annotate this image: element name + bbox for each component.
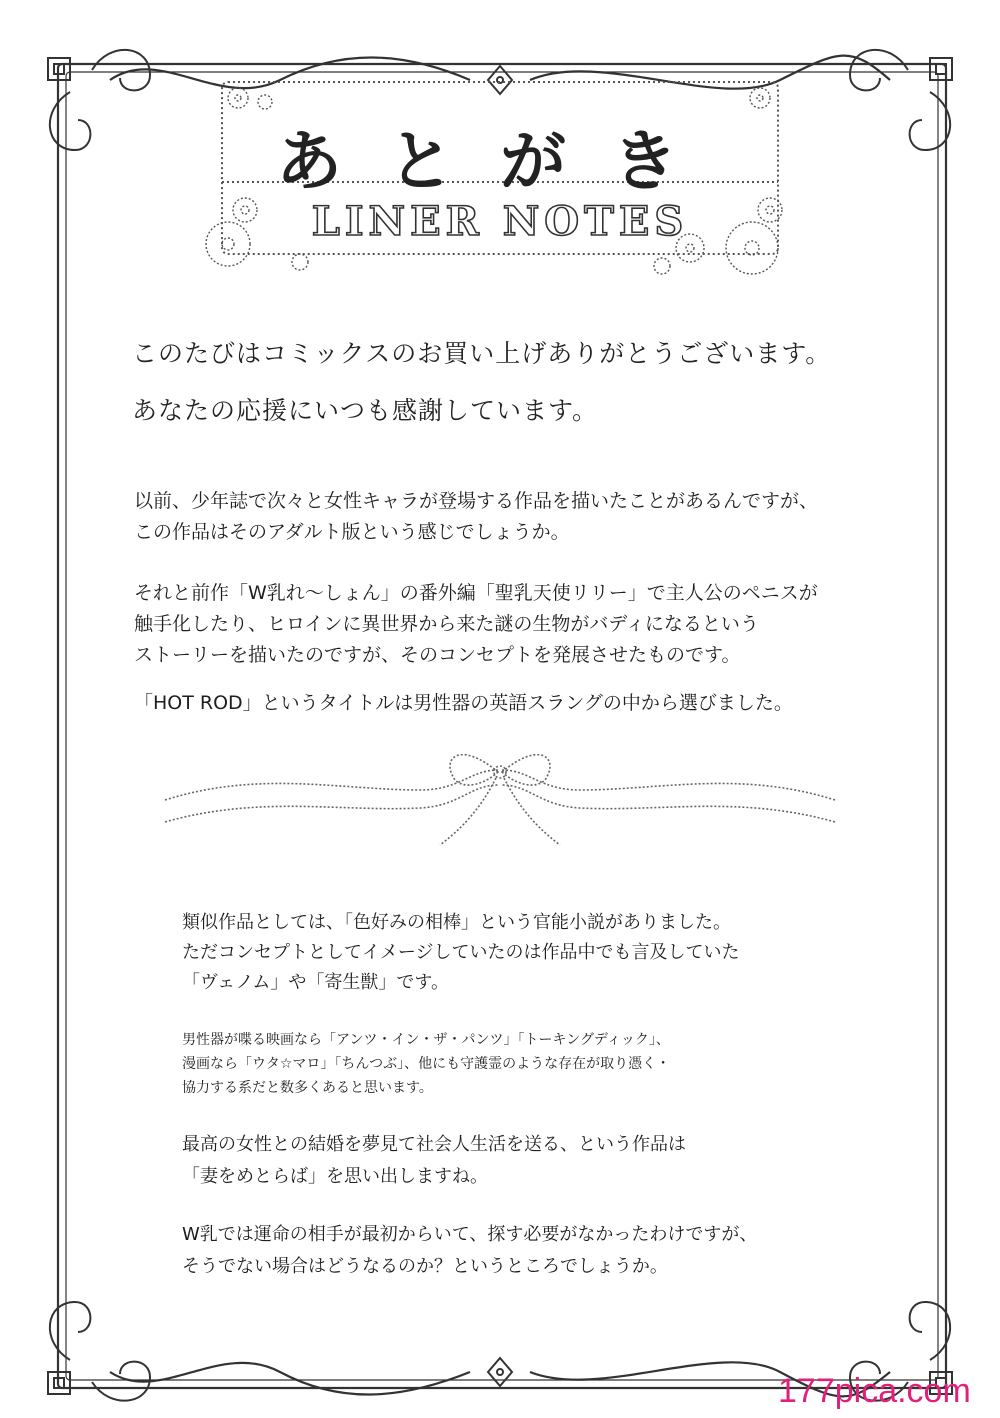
text-line: それと前作「W乳れ〜しょん」の番外編「聖乳天使リリー」で主人公のペニスが — [134, 582, 818, 604]
text-line: 類似作品としては、「色好みの相棒」という官能小説がありました。 — [182, 912, 731, 933]
text-line: 「HOT ROD」というタイトルは男性器の英語スラングの中から選びました。 — [134, 692, 793, 714]
text-line: 漫画なら「ウタ☆マロ」「ちんつぶ」、他にも守護霊のような存在が取り憑く・ — [182, 1056, 671, 1072]
text-line: 「ヴェノム」や「寄生獣」です。 — [182, 972, 449, 993]
text-line: 男性器が喋る映画なら「アンツ・イン・ザ・パンツ」「トーキングディック」、 — [182, 1032, 670, 1048]
text-line: 「妻をめとらば」を思い出しますね。 — [182, 1166, 488, 1187]
page-title-jp: あとがき — [276, 123, 724, 200]
page-title-en: LINER NOTES — [311, 198, 689, 245]
text-line: ただコンセプトとしてイメージしていたのは作品中でも言及していた — [182, 942, 740, 963]
greeting-line: このたびはコミックスのお買い上げありがとうございます。 — [132, 339, 832, 368]
text-line: そうでない場合はどうなるのか？というところでしょうか。 — [182, 1256, 668, 1277]
text-line: 最高の女性との結婚を夢見て社会人生活を送る、という作品は — [182, 1134, 686, 1155]
text-line: ストーリーを描いたのですが、そのコンセプトを発展させたものです。 — [134, 644, 741, 666]
text-line: この作品はそのアダルト版という感じでしょうか。 — [134, 521, 570, 543]
text-line: 協力する系だと数多くあると思います。 — [182, 1080, 433, 1096]
text-line: 以前、少年誌で次々と女性キャラが登場する作品を描いたことがあるんですが、 — [134, 490, 819, 512]
greeting-line: あなたの応援にいつも感謝しています。 — [132, 396, 599, 425]
text-line: 触手化したり、ヒロインに異世界から来た謎の生物がバディになるという — [134, 613, 759, 635]
ribbon-divider — [165, 755, 835, 845]
site-watermark: 177pica.com — [778, 1372, 971, 1410]
text-line: W乳では運命の相手が最初からいて、探す必要がなかったわけですが、 — [182, 1224, 758, 1245]
corner-ornament-bottom-left — [48, 1302, 150, 1401]
